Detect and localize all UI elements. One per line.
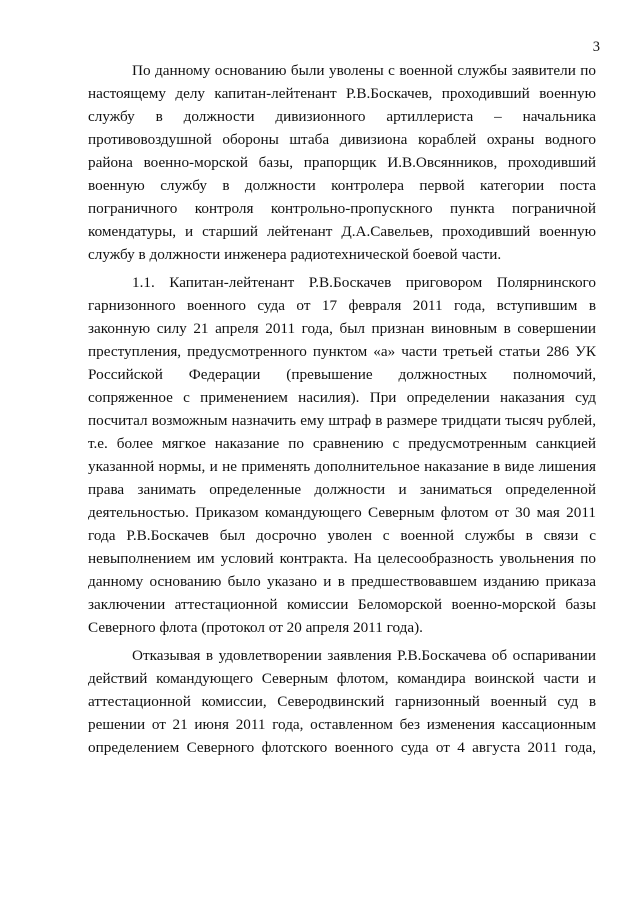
text-line: определением Северного флотского военного суда от 4 августа 2011 года, (88, 739, 596, 756)
page-number: 3 (592, 39, 600, 55)
text-line: комендатуры, и старший лейтенант Д.А.Савельев, проходивший военную (88, 223, 596, 240)
text-line: решении от 21 июня 2011 года, оставленном без изменения кассационным (88, 716, 596, 733)
text-line: сопряженное с применением насилия). При определении наказания суд (88, 389, 596, 406)
text-line: преступления, предусмотренного пунктом «а» части третьей статьи 286 УК (88, 343, 596, 360)
text-line: настоящему делу капитан-лейтенант Р.В.Боскачев, проходивший военную (88, 85, 596, 102)
text-line: года Р.В.Боскачев был досрочно уволен с военной службы в связи с (88, 527, 596, 544)
text-line: службу в должности дивизионного артиллериста – начальника (88, 108, 596, 125)
text-line: района военно-морской базы, прапорщик И.В.Овсянников, проходивший (88, 154, 596, 171)
text-line: законную силу 21 апреля 2011 года, был признан виновным в совершении (88, 320, 596, 337)
text-line: По данному основанию были уволены с военной службы заявители по (132, 62, 596, 79)
text-line: аттестационной комиссии, Северодвинский гарнизонный военный суд в (88, 693, 596, 710)
text-line: действий командующего Северным флотом, командира воинской части и (88, 670, 596, 687)
text-line: 1.1. Капитан-лейтенант Р.В.Боскачев приговором Полярнинского (132, 274, 596, 291)
text-line: пограничного контроля контрольно-пропускного пункта пограничной (88, 200, 596, 217)
text-line: Отказывая в удовлетворении заявления Р.В.Боскачева об оспаривании (132, 647, 596, 664)
paragraph-2 (88, 271, 596, 639)
text-line: посчитал возможным назначить ему штраф в размере тридцати тысяч рублей, (88, 412, 596, 429)
text-line: данному основанию было указано и в предшествовавшем изданию приказа (88, 573, 596, 590)
text-line: т.е. более мягкое наказание по сравнению с предусмотренным санкцией (88, 435, 596, 452)
paragraph-3 (88, 644, 596, 759)
text-line: военную службу в должности контролера первой категории поста (88, 177, 596, 194)
text-line: гарнизонного военного суда от 17 февраля 2011 года, вступившим в (88, 297, 596, 314)
text-line: заключении аттестационной комиссии Беломорской военно-морской базы (88, 596, 596, 613)
text-line: службу в должности инженера радиотехнической боевой части. (88, 246, 502, 263)
text-line: права занимать определенные должности и заниматься определенной (88, 481, 596, 498)
text-line: противовоздушной обороны штаба дивизиона кораблей охраны водного (88, 131, 596, 148)
document-body (88, 59, 596, 759)
text-line: Северного флота (протокол от 20 апреля 2011 года). (88, 619, 423, 636)
text-line: невыполнением им условий контракта. На целесообразность увольнения по (88, 550, 596, 567)
text-line: Российской Федерации (превышение должностных полномочий, (88, 366, 596, 383)
text-line: деятельностью. Приказом командующего Северным флотом от 30 мая 2011 (88, 504, 596, 521)
paragraph-1 (88, 59, 596, 266)
text-line: указанной нормы, и не применять дополнительное наказание в виде лишения (88, 458, 596, 475)
